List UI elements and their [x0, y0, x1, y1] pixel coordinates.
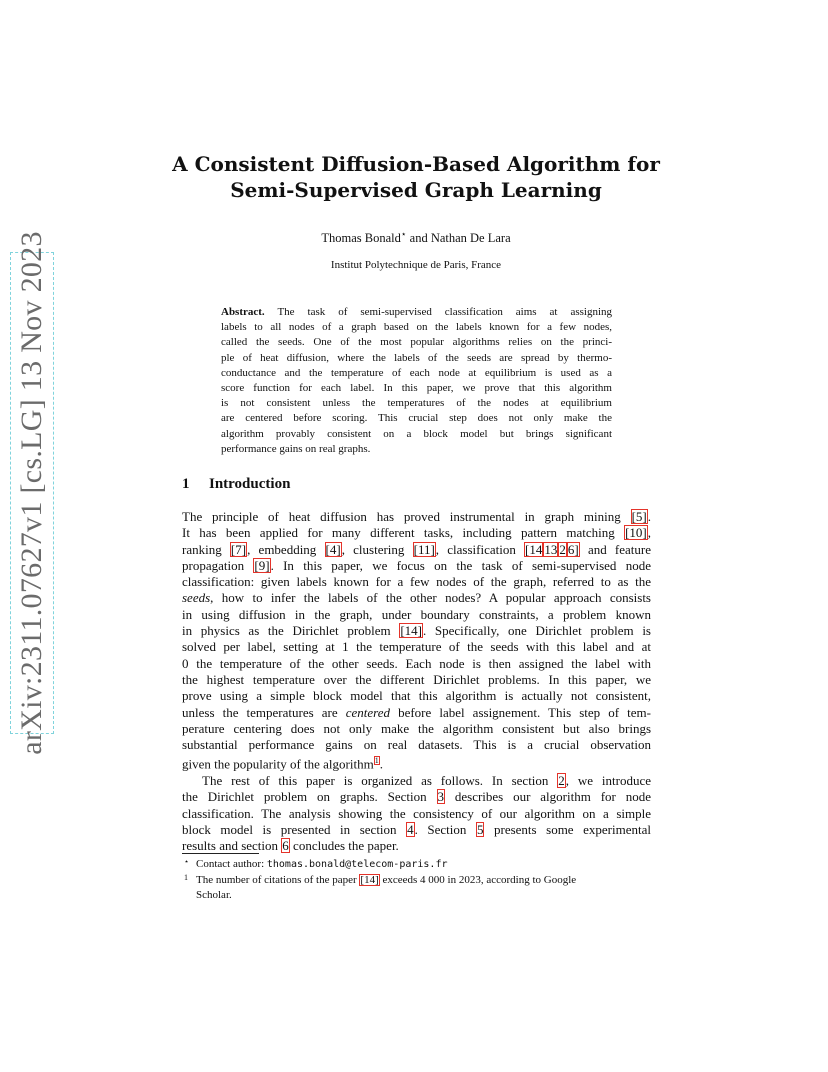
abstract-line: Abstract. The task of semi-supervised classification aims at assigning — [221, 306, 612, 318]
institute: Institut Polytechnique de Paris, France — [330, 259, 502, 271]
abstract-line: performance gains on real graphs. — [221, 442, 371, 455]
introduction-body — [182, 509, 651, 855]
abstract-line: score function for each label. In this paper, we prove that this algorithm — [221, 382, 612, 395]
abstract-line: ple of heat diffusion, where the labels of the seeds are spread by thermo- — [221, 351, 612, 364]
section-number: 1 — [182, 476, 190, 492]
title-line-1: A Consistent Diffusion-Based Algorithm for — [172, 152, 660, 176]
body-line: unless the temperatures are centered before label assignement. This step of tem- — [182, 704, 651, 720]
authors — [150, 229, 682, 246]
citation-link[interactable]: [14] — [400, 623, 422, 639]
body-line: in using diffusion in the graph, under boundary constraints, a problem known — [182, 606, 651, 622]
body-line: propagation [9]. In this paper, we focus on the task of semi-supervised node — [182, 557, 651, 573]
footnote-mark: 1 — [184, 872, 188, 882]
citation-link[interactable]: [9] — [254, 557, 270, 573]
abstract — [221, 305, 612, 457]
citation-link[interactable]: [4] — [325, 541, 341, 557]
citation-link[interactable]: [10] — [625, 525, 647, 541]
footnote-1: 1 The number of citations of the paper [14] exceeds 4 000 in 2023, according to Google Scholar. — [182, 873, 651, 904]
body-line: perature centering does not only make the algorithm consistent but also brings — [182, 720, 651, 736]
section-heading-introduction — [182, 476, 290, 493]
arxiv-stamp — [10, 231, 54, 755]
author-2: and Nathan De Lara — [406, 231, 511, 246]
footnote-contact: ⋆ Contact author: thomas.bonald@telecom-paris.fr — [182, 857, 651, 873]
citation-link[interactable]: [5] — [631, 509, 647, 524]
section-link[interactable]: 3 — [437, 789, 444, 805]
body-line: solved per label, setting at 1 the temperature of the seeds with this label and at — [182, 639, 651, 655]
body-line: classification: given labels known for a few nodes of the graph, referred to as the — [182, 574, 651, 590]
body-line: prove using a simple block model that this algorithm is actually not consistent, — [182, 688, 651, 704]
body-line: seeds, how to infer the labels of the other nodes? A popular approach consists — [182, 590, 651, 606]
paper-title — [150, 151, 682, 203]
body-line: the highest temperature over the different Dirichlet problems. In this paper, we — [182, 671, 651, 687]
body-line: The rest of this paper is organized as follows. In section 2, we introduce — [202, 773, 651, 789]
author-star-mark: ⋆ — [400, 229, 407, 239]
section-link[interactable]: 2 — [558, 773, 565, 789]
citation-link[interactable]: [14 — [525, 541, 543, 557]
section-title: Introduction — [209, 476, 291, 492]
citation-link[interactable]: 13 — [544, 541, 558, 557]
footnote-mark: ⋆ — [184, 857, 190, 866]
body-line: ranking [7], embedding [4], clustering [11], classification [14 13 2 6] and feature — [182, 541, 651, 557]
citation-link[interactable]: [11] — [413, 541, 435, 557]
abstract-line: called the seeds. One of the most popular algorithms relies on the princi- — [221, 336, 612, 349]
body-line: It has been applied for many different tasks, including pattern matching [10], — [182, 525, 651, 541]
body-line: in physics as the Dirichlet problem [14]. Specifically, one Dirichlet problem is — [182, 623, 651, 639]
contact-email[interactable]: thomas.bonald@telecom-paris.fr — [266, 859, 448, 870]
section-link[interactable]: 5 — [476, 821, 484, 837]
body-line: results and section 6 concludes the paper. — [182, 838, 399, 854]
body-line: The principle of heat diffusion has proved instrumental in graph mining [5]. — [182, 509, 651, 524]
body-line: given the popularity of the algorithm$^1$. — [182, 756, 383, 772]
abstract-line: is not consistent unless the temperatures of the nodes at equilibrium — [221, 397, 612, 410]
footnotes — [182, 857, 651, 904]
author-1: Thomas Bonald — [321, 231, 401, 246]
section-link[interactable]: 6 — [282, 838, 289, 854]
body-line: the Dirichlet problem on graphs. Section 3 describes our algorithm for node — [182, 789, 651, 805]
abstract-line: are centered before scoring. This crucial step does not only make the — [221, 412, 612, 425]
body-line: block model is presented in section 4. Section 5 presents some experimental — [182, 821, 651, 837]
abstract-line: algorithm provably consistent on a block model but brings significant — [221, 427, 612, 440]
abstract-label: Abstract. — [221, 306, 265, 318]
title-line-2: Semi-Supervised Graph Learning — [230, 178, 602, 202]
abstract-line: labels to all nodes of a graph based on the labels known for a few nodes, — [221, 321, 612, 334]
body-line: classification. The analysis showing the consistency of our algorithm on a simple — [182, 805, 651, 821]
footnote-divider — [182, 853, 259, 854]
citation-link[interactable]: [7] — [230, 541, 247, 557]
abstract-line: conductance and the temperature of each node at equilibrium is used as a — [221, 366, 612, 379]
body-line: substantial performance gains on real datasets. This is a crucial observation — [182, 737, 651, 753]
citation-link[interactable]: 2 — [559, 541, 566, 557]
footnote-link[interactable]: 1 — [374, 756, 379, 766]
citation-link[interactable]: [14] — [360, 873, 379, 886]
section-link[interactable]: 4 — [407, 821, 414, 837]
citation-link[interactable]: 6] — [567, 541, 579, 557]
arxiv-identifier: arXiv:2311.07627v1 [cs.LG] 13 Nov 2023 — [15, 231, 48, 755]
body-line: 0 the temperature of the other seeds. Each node is then assigned the label with — [182, 655, 651, 671]
